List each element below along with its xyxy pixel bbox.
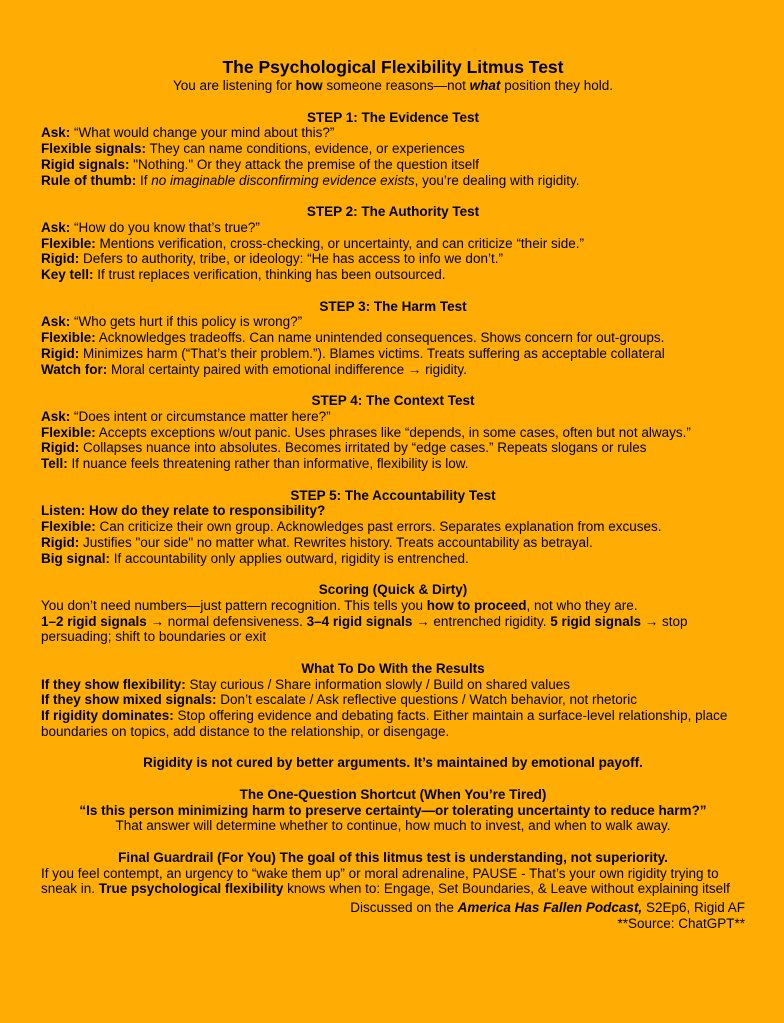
text-segment: Tell: xyxy=(41,456,68,471)
text-segment: True psychological flexibility xyxy=(98,881,284,897)
section-heading: The One-Question Shortcut (When You’re Tired) xyxy=(239,786,547,802)
text-segment: Rigid: xyxy=(41,251,80,267)
text-segment: If accountability only applies outward, rigidity is entrenched. xyxy=(110,550,469,566)
text-segment: Justifies "our side" no matter what. Rewrites history. Treats accountability as betrayal. xyxy=(79,534,593,550)
text-segment: Rule of thumb: xyxy=(41,172,137,188)
text-line xyxy=(41,803,745,819)
text-segment: someone reasons—not xyxy=(322,78,470,93)
text-line xyxy=(41,535,745,551)
section xyxy=(41,393,745,472)
text-segment: “How do you know that’s true?” xyxy=(70,219,260,235)
text-line xyxy=(41,267,745,283)
text-line xyxy=(41,314,745,330)
text-segment: Big signal: xyxy=(41,550,111,566)
text-segment: no imaginable disconfirming evidence exists xyxy=(151,172,415,188)
text-segment: knows when to: Engage, Set Boundaries, & Leave without explaining itself xyxy=(283,881,730,897)
section-heading: STEP 1: The Evidence Test xyxy=(306,109,480,125)
text-segment: Don’t escalate / Ask reflective questions / Watch behavior, not rhetoric xyxy=(216,692,638,708)
text-segment: If they show flexibility: xyxy=(41,676,186,692)
text-segment: Ask: xyxy=(41,125,71,141)
text-line xyxy=(41,425,745,441)
section-heading: STEP 3: The Harm Test xyxy=(319,298,467,314)
text-line xyxy=(41,614,745,646)
text-line xyxy=(41,708,745,740)
text-segment: what xyxy=(469,78,501,93)
text-line xyxy=(41,173,745,189)
section xyxy=(41,850,745,897)
section-heading: Scoring (Quick & Dirty) xyxy=(318,582,468,597)
text-line xyxy=(41,141,745,157)
text-segment: Key tell: xyxy=(41,267,94,282)
text-segment: → stop persuading; shift to boundaries or exit xyxy=(41,613,688,645)
text-segment: Mentions verification, cross-checking, or uncertainty, and can criticize “their side.” xyxy=(95,235,584,251)
text-segment: "Nothing." Or they attack the premise of the question itself xyxy=(129,156,480,172)
section xyxy=(41,661,745,740)
text-segment: If trust replaces verification, thinking has been outsourced. xyxy=(93,267,446,282)
text-line xyxy=(41,551,745,567)
text-segment: “What would change your mind about this?” xyxy=(70,125,335,141)
text-line xyxy=(41,519,745,535)
section-heading: STEP 5: The Accountability Test xyxy=(290,487,496,503)
text-segment: If xyxy=(136,172,152,188)
text-line xyxy=(41,362,745,378)
section xyxy=(41,488,745,567)
section xyxy=(41,204,745,283)
section xyxy=(41,755,745,771)
text-segment: Listen: How do they relate to responsibility? xyxy=(41,503,326,519)
text-segment: Ask: xyxy=(41,314,71,330)
sections-container xyxy=(41,110,745,898)
text-line xyxy=(41,916,745,932)
text-segment: Flexible: xyxy=(41,235,96,251)
text-segment: Rigid: xyxy=(41,440,80,456)
text-line xyxy=(41,456,745,472)
text-line xyxy=(41,677,745,693)
text-segment: Flexible: xyxy=(41,519,96,534)
text-segment: Rigid signals: xyxy=(41,156,130,172)
text-segment: Ask: xyxy=(41,219,71,235)
text-segment: Stay curious / Share information slowly / Build on shared values xyxy=(185,676,570,692)
text-line xyxy=(41,157,745,173)
text-segment: You don’t need numbers—just pattern recognition. This tells you xyxy=(41,597,427,613)
text-segment: → normal defensiveness. xyxy=(146,613,307,629)
text-segment: Minimizes harm (“That’s their problem.”). Blames victims. Treats suffering as acceptable collateral xyxy=(79,345,665,361)
text-segment: Moral certainty paired with emotional indifference → rigidity. xyxy=(107,361,467,377)
text-line xyxy=(41,236,745,252)
section-heading: STEP 2: The Authority Test xyxy=(306,204,480,219)
text-segment: They can name conditions, evidence, or experiences xyxy=(146,141,465,156)
text-segment: Flexible signals: xyxy=(41,141,147,156)
text-segment: “Who gets hurt if this policy is wrong?” xyxy=(70,314,303,330)
text-line xyxy=(41,900,745,916)
text-line xyxy=(41,409,745,425)
text-line xyxy=(41,692,745,708)
section xyxy=(41,787,745,834)
section-heading: Final Guardrail (For You) The goal of this litmus test is understanding, not superiority. xyxy=(118,849,668,865)
text-segment: Defers to authority, tribe, or ideology: “He has access to info we don’t.” xyxy=(79,251,503,267)
text-line xyxy=(41,818,745,834)
page-title: The Psychological Flexibility Litmus Test xyxy=(222,57,564,77)
text-line xyxy=(41,330,745,346)
text-segment: Rigidity is not cured by better arguments. It’s maintained by emotional payoff. xyxy=(143,755,643,771)
text-segment: 1–2 rigid signals xyxy=(41,613,147,629)
text-segment: Collapses nuance into absolutes. Becomes irritated by “edge cases.” Repeats slogans or rules xyxy=(79,440,647,456)
text-line xyxy=(41,866,745,898)
text-segment: → entrenched rigidity. xyxy=(412,613,551,629)
text-segment: **Source: ChatGPT** xyxy=(617,915,745,931)
text-segment: , not who they are. xyxy=(526,597,638,613)
text-segment: If nuance feels threatening rather than informative, flexibility is low. xyxy=(67,456,469,471)
text-line xyxy=(41,503,745,519)
text-segment: how xyxy=(295,78,323,93)
text-segment: “Is this person minimizing harm to preserve certainty—or tolerating uncertainty to reduce harm?” xyxy=(79,802,707,818)
text-line xyxy=(41,755,745,771)
page-subtitle xyxy=(41,78,745,94)
section xyxy=(41,582,745,645)
footer xyxy=(41,900,745,932)
text-segment: That answer will determine whether to continue, how much to invest, and when to walk away. xyxy=(115,818,671,834)
text-segment: If they show mixed signals: xyxy=(41,692,217,708)
text-segment: Accepts exceptions w/out panic. Uses phrases like “depends, in some cases, often but not always.” xyxy=(95,424,691,440)
text-segment: Flexible: xyxy=(41,424,96,440)
text-segment: , you’re dealing with rigidity. xyxy=(414,172,580,188)
text-segment: how to proceed xyxy=(426,597,527,613)
text-segment: Acknowledges tradeoffs. Can name unintended consequences. Shows concern for out-groups. xyxy=(95,330,665,345)
text-segment: position they hold. xyxy=(500,78,614,93)
section xyxy=(41,299,745,378)
text-segment: You are listening for xyxy=(172,78,296,93)
text-segment: If rigidity dominates: xyxy=(41,708,174,723)
text-line xyxy=(41,346,745,362)
text-segment: 3–4 rigid signals xyxy=(306,613,413,629)
text-line xyxy=(41,251,745,267)
section-heading: What To Do With the Results xyxy=(301,660,485,676)
text-segment: If you feel contempt, an urgency to “wake them up” or moral adrenaline, PAUSE - That’s your own rigidity trying to sneak in. xyxy=(41,865,719,897)
text-line xyxy=(41,598,745,614)
text-segment: Ask: xyxy=(41,408,71,424)
text-segment: Can criticize their own group. Acknowledges past errors. Separates explanation from excuses. xyxy=(95,519,662,534)
text-line xyxy=(41,220,745,236)
text-segment: “Does intent or circumstance matter here?” xyxy=(70,408,331,424)
text-segment: Rigid: xyxy=(41,345,80,361)
text-line xyxy=(41,125,745,141)
section-heading: STEP 4: The Context Test xyxy=(311,393,475,408)
text-line xyxy=(41,440,745,456)
text-segment: S2Ep6, Rigid AF xyxy=(642,900,745,915)
text-segment: 5 rigid signals xyxy=(550,613,642,629)
section xyxy=(41,110,745,189)
text-segment: Discussed on the xyxy=(350,900,458,915)
text-segment: Rigid: xyxy=(41,534,80,550)
text-segment: Watch for: xyxy=(41,361,108,377)
text-segment: Flexible: xyxy=(41,330,96,345)
text-segment: Stop offering evidence and debating facts. Either maintain a surface-level relationship, place boundaries on topics, add distance to the relationship, or disengage. xyxy=(41,708,728,739)
text-segment: America Has Fallen Podcast, xyxy=(457,900,643,915)
